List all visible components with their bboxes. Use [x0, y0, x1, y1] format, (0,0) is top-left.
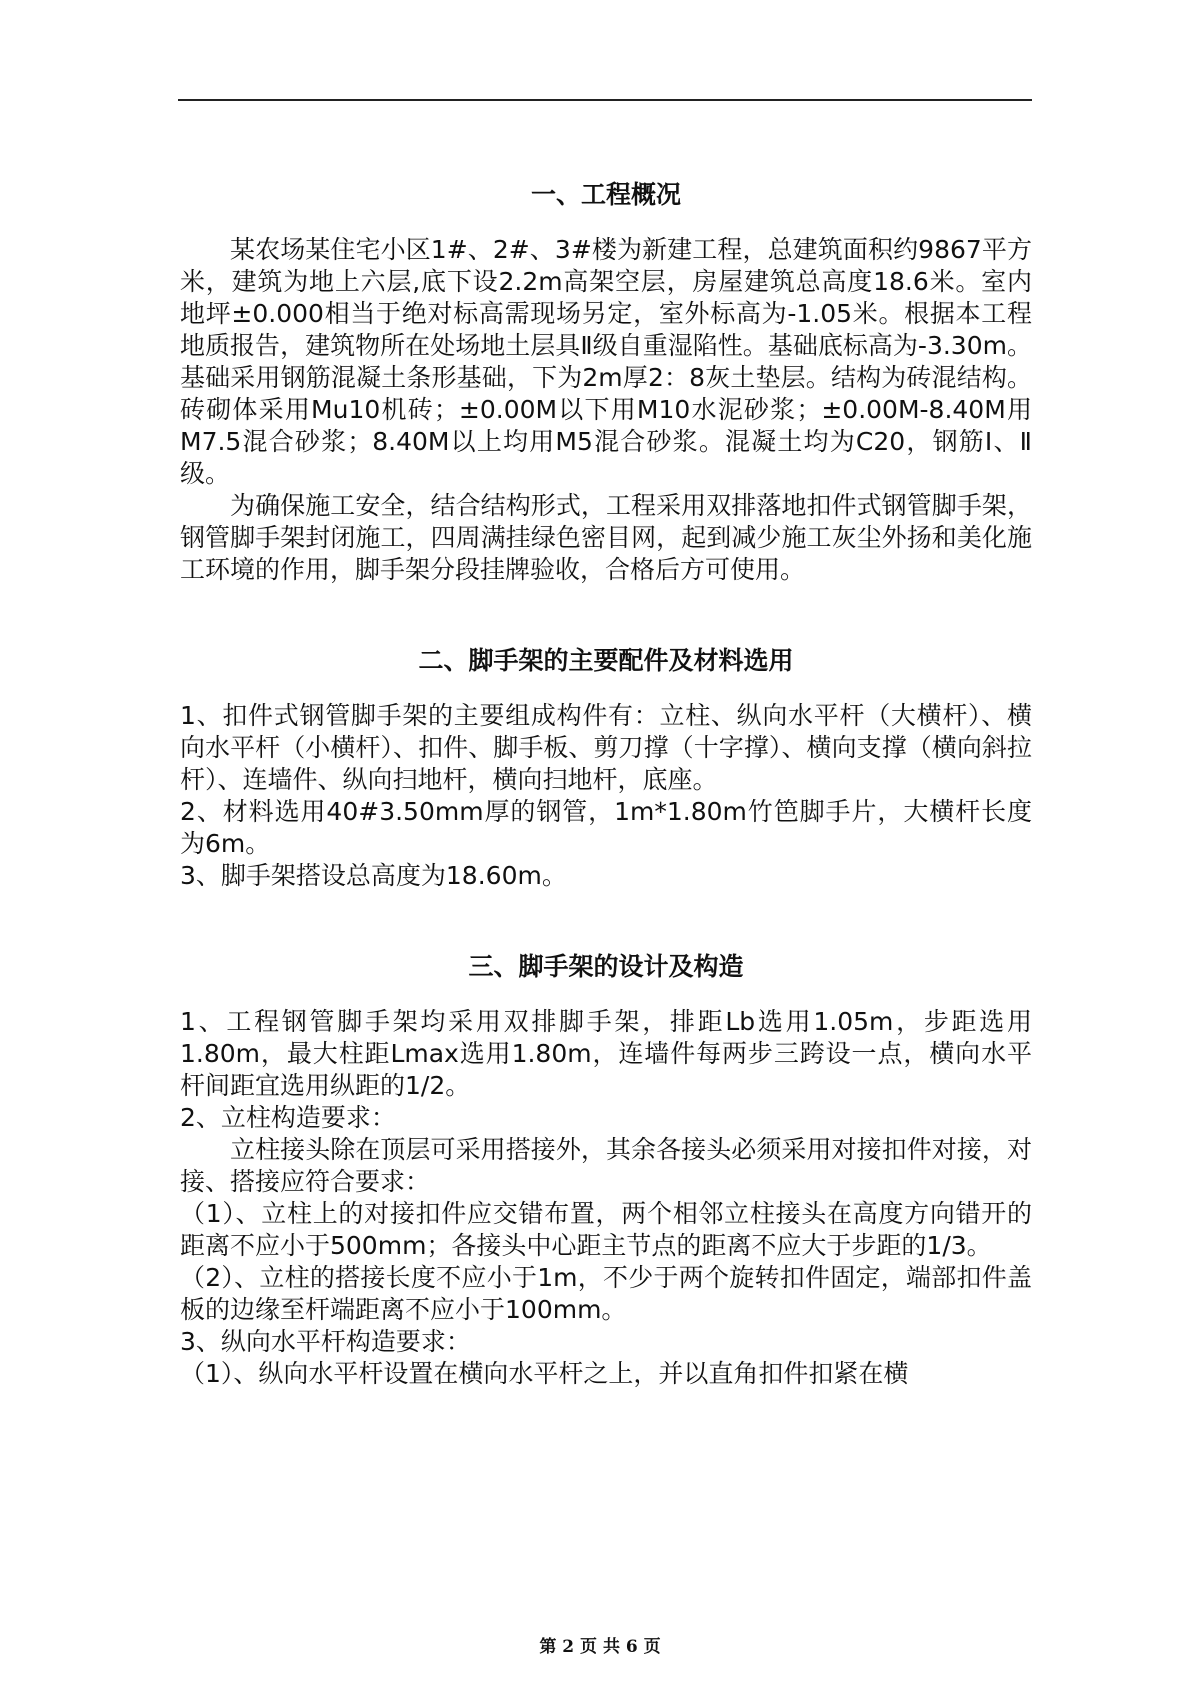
header-rule: [178, 99, 1032, 101]
section-3-subitem-3: （1）、纵向水平杆设置在横向水平杆之上，并以直角扣件扣紧在横: [180, 1359, 909, 1388]
document-body: [180, 180, 1032, 1390]
section-1-paragraph-1: 某农场某住宅小区1#、2#、3#楼为新建工程，总建筑面积约9867平方米，建筑为地上六层,底下设2.2m高架空层，房屋建筑总高度18.6米。室内地坪±0.000相当于绝对标高需现场另定，室外标高为-1.05米。根据本工程地质报告，建筑物所在处场地土层具Ⅱ级自重湿陷性。基础底标高为-3.30m。基础采用钢筋混凝土条形基础，下为2m厚2：8灰土垫层。结构为砖混结构。砖砌体采用Mu10机砖；±0.00M以下用M10水泥砂浆；±0.00M-8.40M用M7.5混合砂浆；8.40M以上均用M5混合砂浆。混凝土均为C20，钢筋Ⅰ、Ⅱ级。: [180, 235, 1032, 488]
section-1-paragraph-2: 为确保施工安全，结合结构形式，工程采用双排落地扣件式钢管脚手架，钢管脚手架封闭施工，四周满挂绿色密目网，起到减少施工灰尘外扬和美化施工环境的作用，脚手架分段挂牌验收，合格后方可使用。: [180, 491, 1032, 584]
section-3-paragraph: 立柱接头除在顶层可采用搭接外，其余各接头必须采用对接扣件对接，对接、搭接应符合要求：: [180, 1135, 1032, 1196]
page-footer: 第 2 页 共 6 页: [539, 1637, 661, 1657]
section-3-item-3: 3、纵向水平杆构造要求：: [180, 1327, 471, 1356]
section-3-subitem-1: （1）、立柱上的对接扣件应交错布置，两个相邻立柱接头在高度方向错开的距离不应小于500mm；各接头中心距主节点的距离不应大于步距的1/3。: [180, 1199, 1032, 1260]
section-2-item-3: 3、脚手架搭设总高度为18.60m。: [180, 861, 567, 890]
section-1-title: 一、工程概况: [530, 180, 681, 209]
section-3-item-1: 1、工程钢管脚手架均采用双排脚手架，排距Lb选用1.05m，步距选用1.80m，最大柱距Lmax选用1.80m，连墙件每两步三跨设一点，横向水平杆间距宜选用纵距的1/2。: [180, 1007, 1032, 1100]
section-2-item-1: 1、扣件式钢管脚手架的主要组成构件有：立柱、纵向水平杆（大横杆）、横向水平杆（小横杆）、扣件、脚手板、剪刀撑（十字撑）、横向支撑（横向斜拉杆）、连墙件、纵向扫地杆，横向扫地杆，底座。: [180, 701, 1032, 794]
section-3-item-2: 2、立柱构造要求：: [180, 1103, 396, 1132]
section-2-title: 二、脚手架的主要配件及材料选用: [418, 646, 794, 675]
section-3-title: 三、脚手架的设计及构造: [468, 952, 744, 981]
section-3-subitem-2: （2）、立柱的搭接长度不应小于1m，不少于两个旋转扣件固定，端部扣件盖板的边缘至杆端距离不应小于100mm。: [180, 1263, 1032, 1324]
section-2-item-2: 2、材料选用40#3.50mm厚的钢管，1m*1.80m竹笆脚手片，大横杆长度为6m。: [180, 797, 1032, 858]
